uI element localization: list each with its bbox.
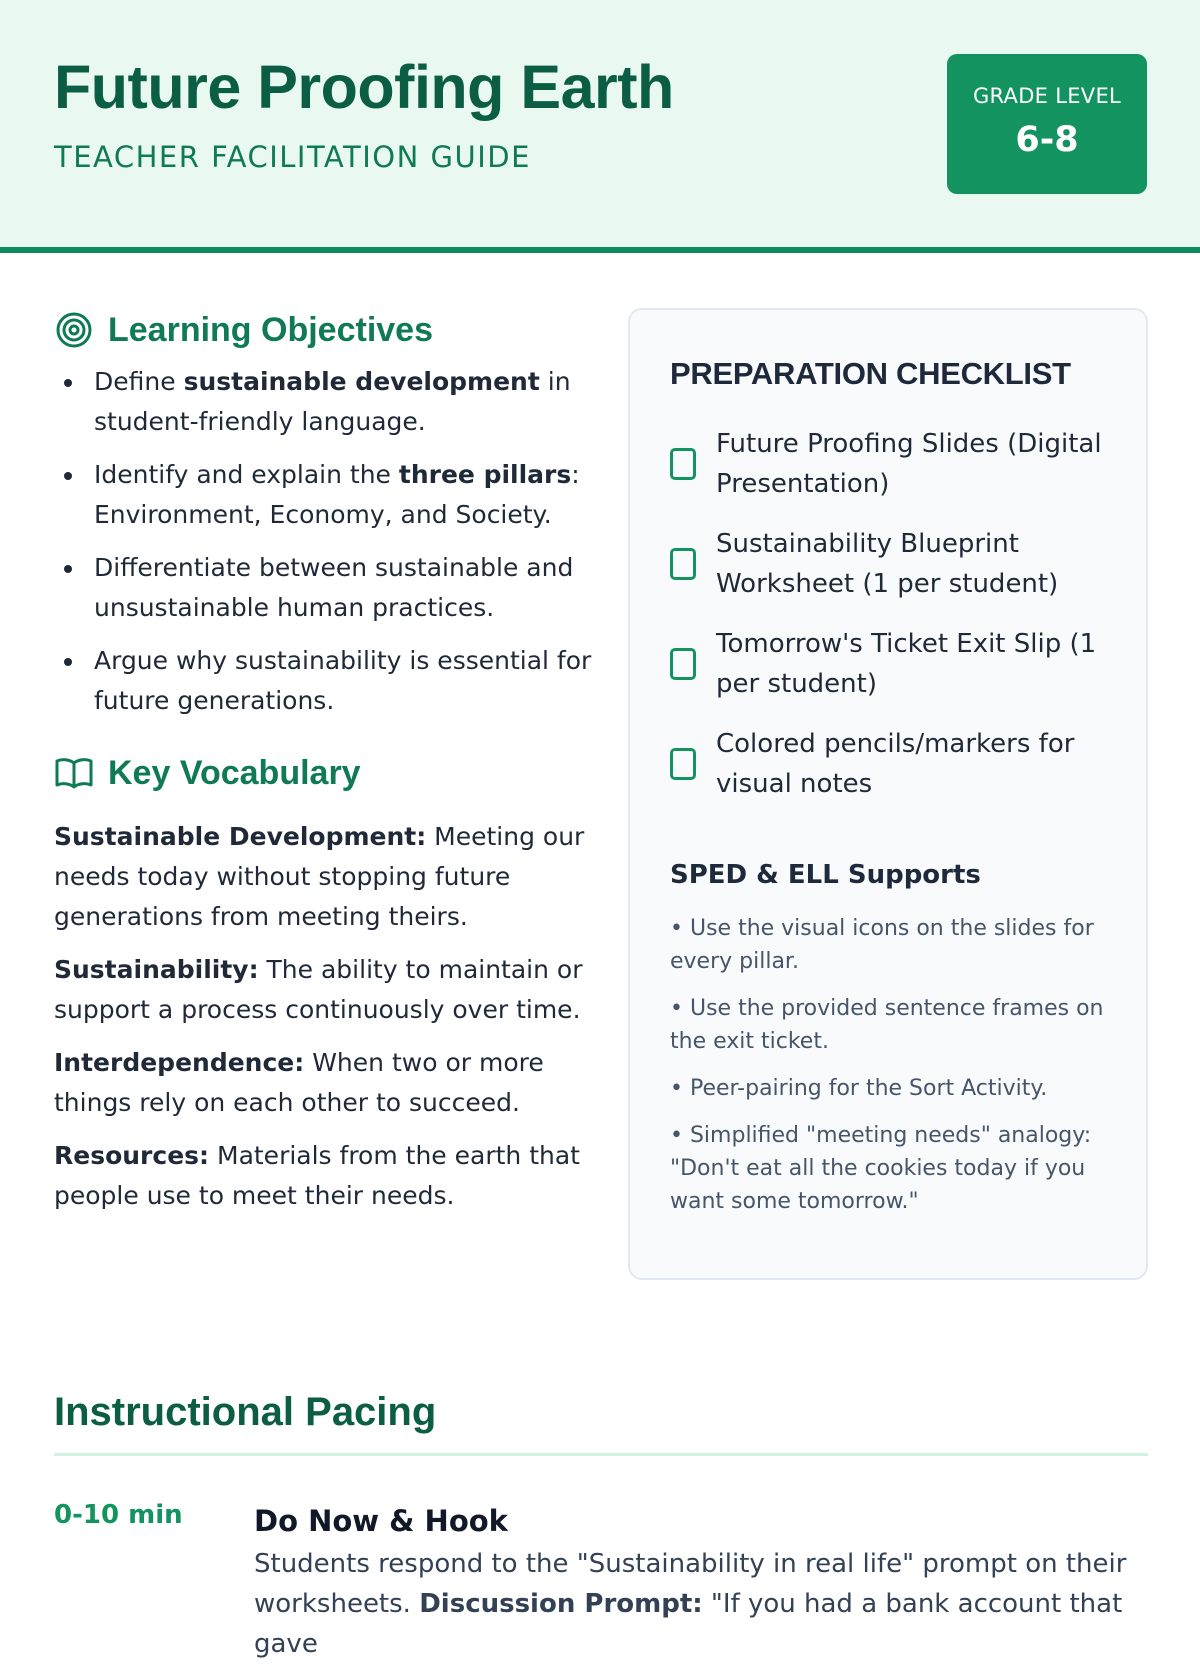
support-item: • Use the provided sentence frames on the exit ticket. bbox=[670, 996, 1104, 1054]
vocabulary-title: Key Vocabulary bbox=[108, 753, 361, 792]
header-banner bbox=[0, 0, 1200, 253]
checklist-item[interactable] bbox=[670, 624, 1110, 704]
preparation-panel bbox=[628, 308, 1148, 1280]
checkbox[interactable] bbox=[670, 648, 696, 680]
checkbox[interactable] bbox=[670, 448, 696, 480]
book-icon bbox=[54, 753, 94, 793]
left-column bbox=[54, 308, 594, 1229]
checklist-item-label: Tomorrow's Ticket Exit Slip (1 per student) bbox=[716, 629, 1097, 699]
pacing-step-heading: Do Now & Hook bbox=[254, 1504, 508, 1538]
pacing-title: Instructional Pacing bbox=[54, 1390, 437, 1434]
pacing-divider bbox=[54, 1453, 1148, 1456]
supports-title: SPED & ELL Supports bbox=[670, 860, 981, 890]
supports-list bbox=[670, 912, 1110, 1232]
checklist-item-label: Sustainability Blueprint Worksheet (1 per student) bbox=[716, 529, 1059, 599]
page-subtitle: TEACHER FACILITATION GUIDE bbox=[54, 140, 531, 174]
objective-item: Differentiate between sustainable and unsustainable human practices. bbox=[54, 548, 594, 628]
checklist-item[interactable] bbox=[670, 524, 1110, 604]
checklist-item-label: Colored pencils/markers for visual notes bbox=[716, 729, 1075, 799]
support-item: • Simplified "meeting needs" analogy: "Don't eat all the cookies today if you want some tomorrow." bbox=[670, 1123, 1092, 1214]
vocab-item: Sustainability: The ability to maintain or support a process continuously over time. bbox=[54, 955, 583, 1024]
target-icon bbox=[54, 310, 94, 350]
support-item: • Use the visual icons on the slides for every pillar. bbox=[670, 916, 1094, 974]
checklist-item[interactable] bbox=[670, 424, 1110, 504]
objectives-list bbox=[54, 362, 594, 721]
vocabulary-list bbox=[54, 817, 594, 1216]
vocab-item: Sustainable Development: Meeting our needs today without stopping future generations from meeting theirs. bbox=[54, 822, 585, 931]
vocab-item: Resources: Materials from the earth that people use to meet their needs. bbox=[54, 1141, 580, 1210]
objective-item: Define sustainable development in student-friendly language. bbox=[54, 362, 594, 442]
checklist-title: PREPARATION CHECKLIST bbox=[670, 356, 1071, 391]
checkbox[interactable] bbox=[670, 748, 696, 780]
checklist bbox=[670, 424, 1110, 824]
objectives-title: Learning Objectives bbox=[108, 310, 433, 349]
checklist-item[interactable] bbox=[670, 724, 1110, 804]
support-item: • Peer-pairing for the Sort Activity. bbox=[670, 1076, 1048, 1101]
grade-level-label: GRADE LEVEL bbox=[972, 84, 1122, 108]
objectives-header bbox=[54, 308, 594, 352]
objective-item: Identify and explain the three pillars: Environment, Economy, and Society. bbox=[54, 455, 594, 535]
vocabulary-header bbox=[54, 751, 594, 795]
pacing-step bbox=[254, 1500, 1148, 1664]
checklist-item-label: Future Proofing Slides (Digital Presentation) bbox=[716, 429, 1102, 499]
pacing-step-text: Students respond to the "Sustainability in real life" prompt on their worksheets. Discussion Prompt: "If you had a bank account that gave bbox=[254, 1549, 1127, 1659]
grade-level-badge bbox=[947, 54, 1147, 194]
vocab-item: Interdependence: When two or more things rely on each other to succeed. bbox=[54, 1048, 544, 1117]
vocabulary-section bbox=[54, 751, 594, 1216]
grade-level-value: 6-8 bbox=[1015, 120, 1079, 160]
pacing-time: 0-10 min bbox=[54, 1500, 183, 1530]
objective-item: Argue why sustainability is essential for future generations. bbox=[54, 641, 594, 721]
page-title: Future Proofing Earth bbox=[54, 53, 674, 121]
checkbox[interactable] bbox=[670, 548, 696, 580]
